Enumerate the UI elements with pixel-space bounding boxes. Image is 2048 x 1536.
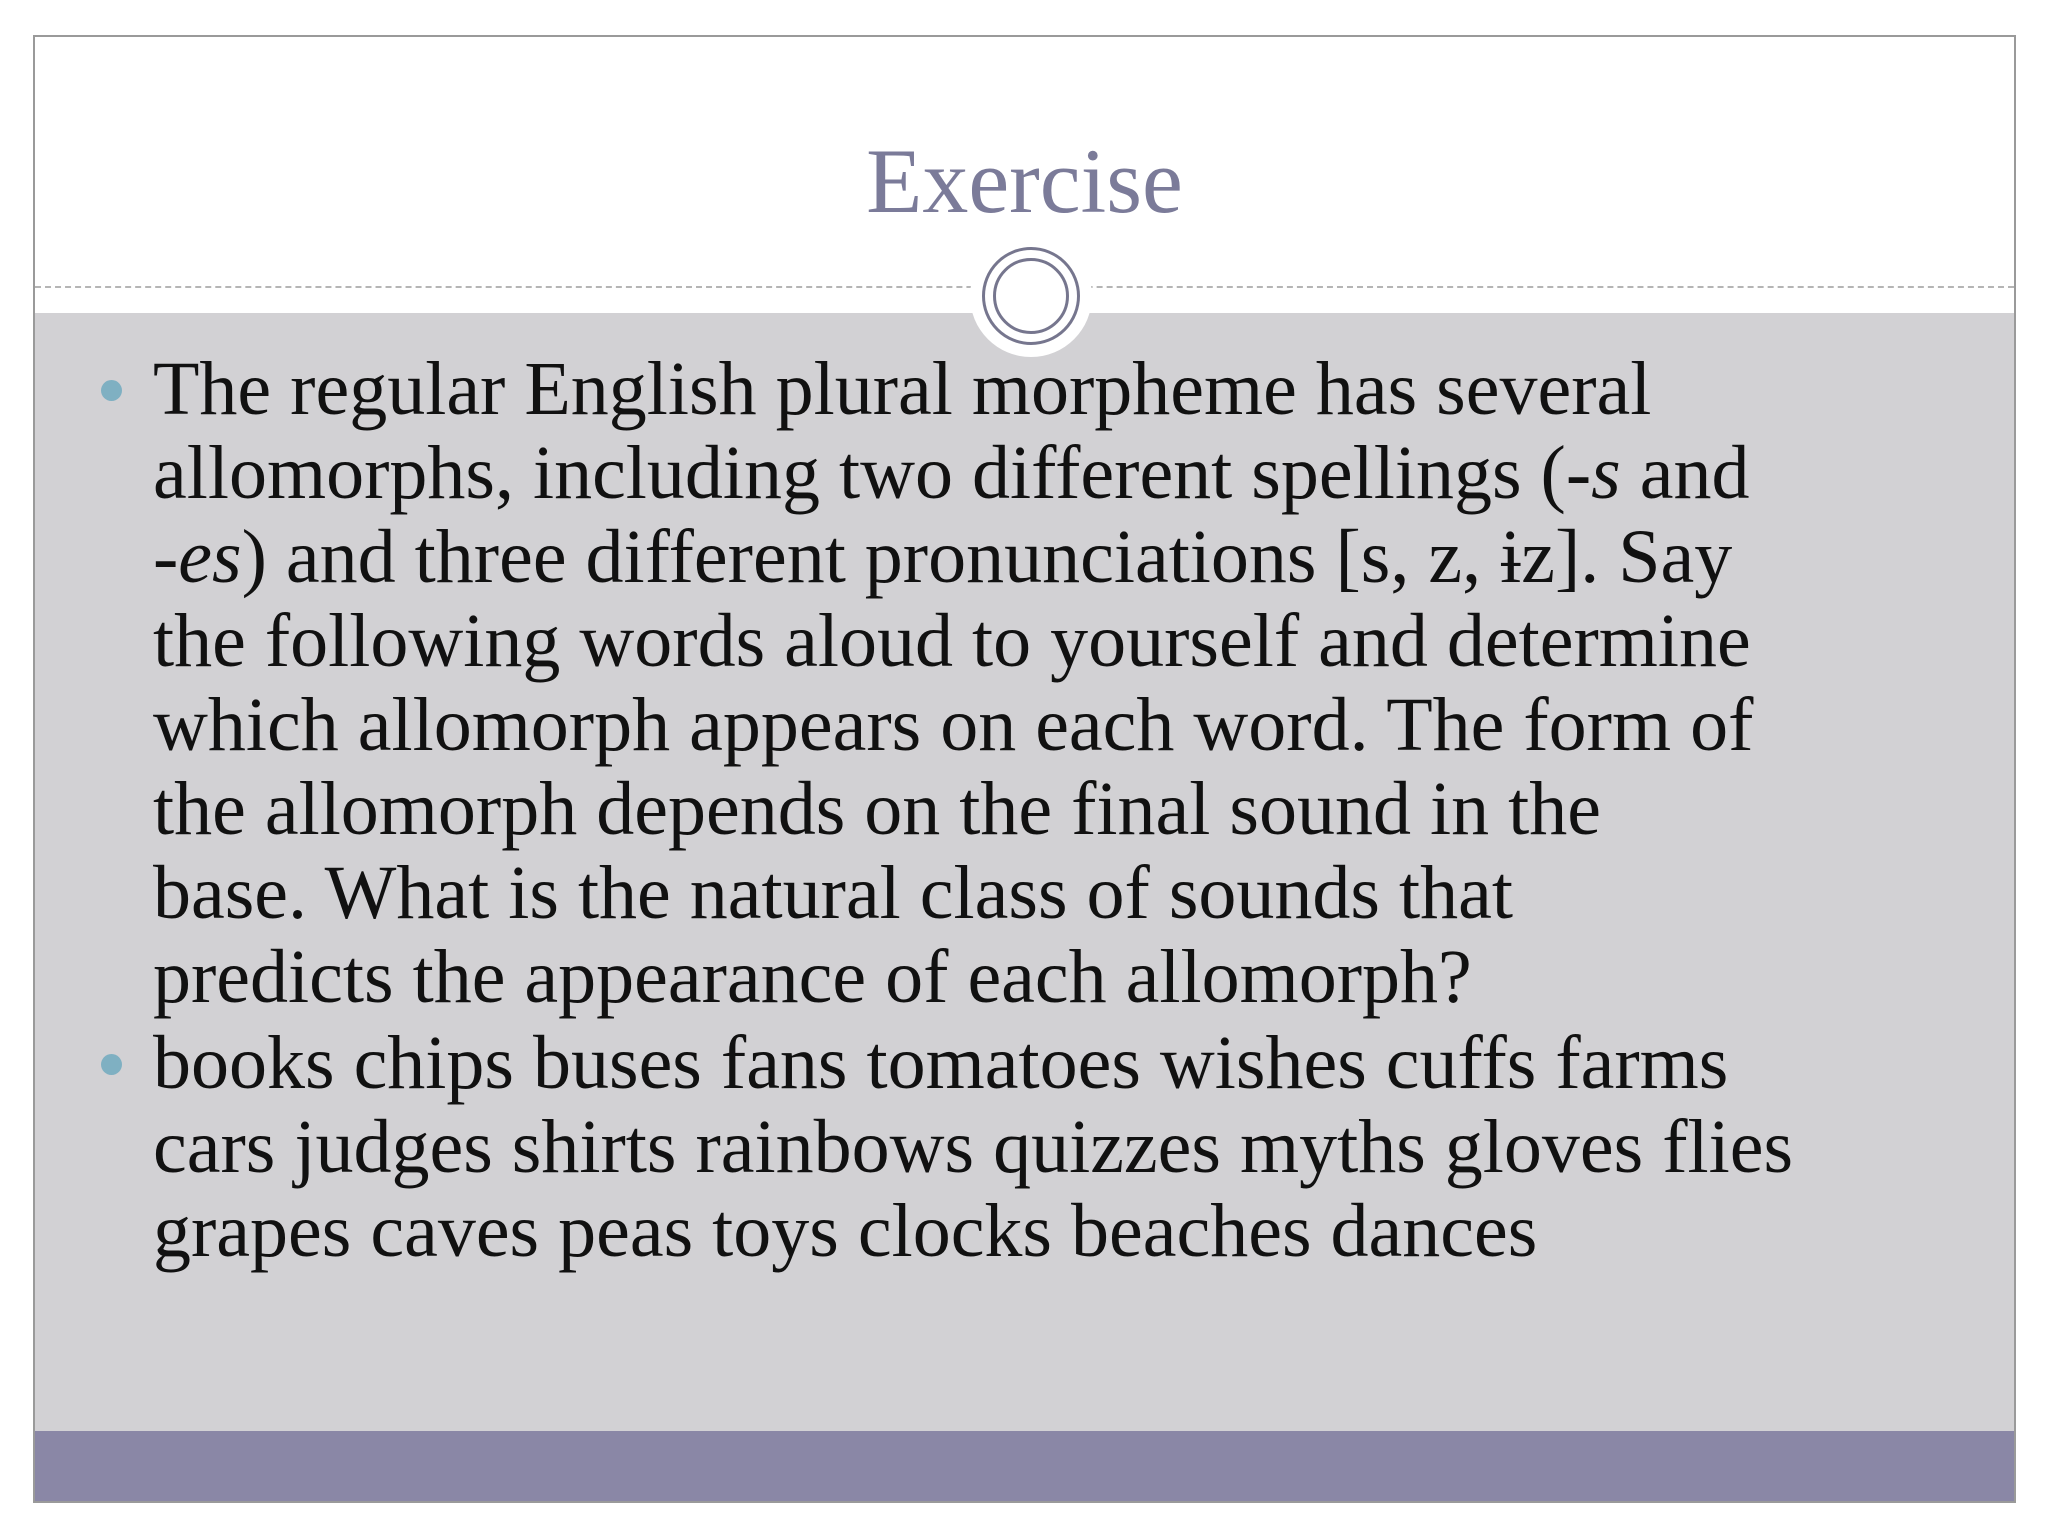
round-bullet-icon xyxy=(101,380,122,401)
slide-title: Exercise xyxy=(866,130,1183,232)
spelling-es: -es xyxy=(153,515,242,599)
bullet-instructions xyxy=(35,347,2016,1019)
text-line: which allomorph appears on each word. The form of xyxy=(153,683,1754,767)
footer-bar xyxy=(35,1431,2014,1501)
text-line: allomorphs, including two different spellings (-s and xyxy=(153,431,1750,515)
text-line: the following words aloud to yourself and determine xyxy=(153,599,1751,683)
text-line: the allomorph depends on the final sound in the xyxy=(153,767,1601,851)
text-line: grapes caves peas toys clocks beaches dances xyxy=(153,1189,1538,1273)
double-ring-icon xyxy=(982,247,1080,345)
text-line: predicts the appearance of each allomorph? xyxy=(153,935,1472,1019)
text-line: The regular English plural morpheme has several xyxy=(153,347,1652,431)
text-line: -es) and three different pronunciations [s, z, ɨz]. Say xyxy=(153,515,1733,599)
spelling-s: -s xyxy=(1565,431,1621,515)
bullet-list xyxy=(35,347,2016,1273)
inner-ring xyxy=(993,258,1069,334)
text-line: base. What is the natural class of sounds that xyxy=(153,851,1513,935)
text-line: cars judges shirts rainbows quizzes myths gloves flies xyxy=(153,1105,1794,1189)
bullet-word-list xyxy=(35,1021,2016,1273)
text-line: books chips buses fans tomatoes wishes cuffs farms xyxy=(153,1021,1729,1105)
slide xyxy=(33,35,2016,1503)
round-bullet-icon xyxy=(101,1054,122,1075)
